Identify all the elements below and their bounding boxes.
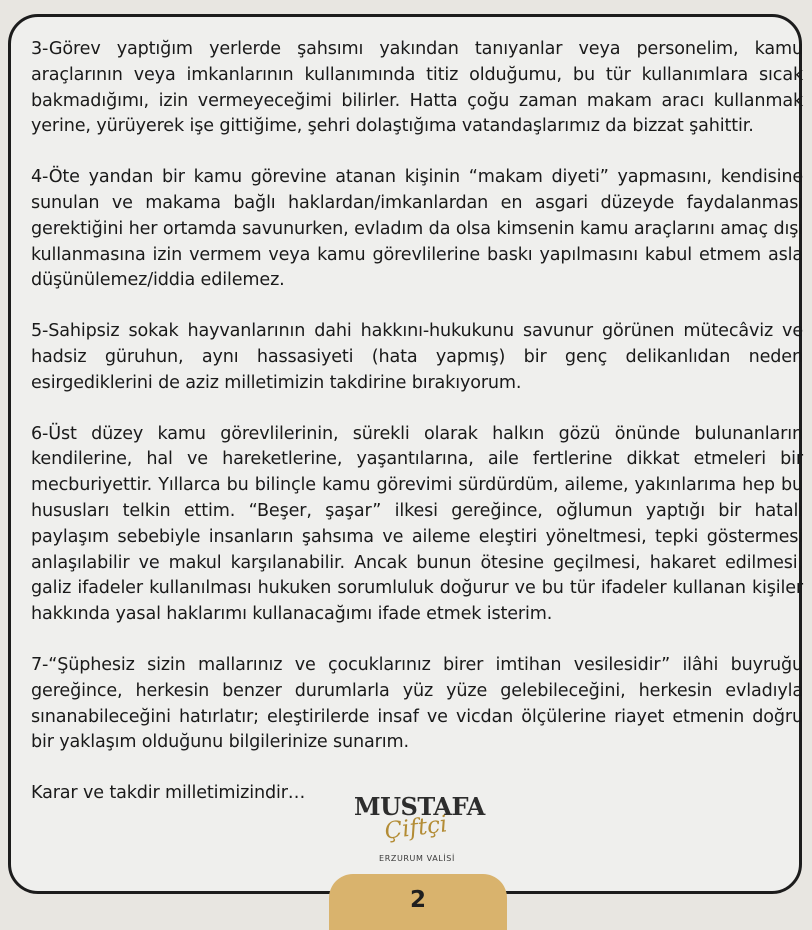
- signature-name: MUSTAFA: [354, 792, 485, 821]
- signature-title: ERZURUM VALİSİ: [379, 854, 455, 863]
- paragraph-4: 4-Öte yandan bir kamu görevine atanan kişinin “makam diyeti” yapmasını, kendisine sunulan ve makama bağlı haklardan/imkanlardan en asgari düzeyde faydalanması gerektiğini her ortamda savunurken, evladım da olsa kimsenin kamu araçlarını amaç dışı kullanmasına izin vermem veya kamu görevlilerine baskı yapılmasını kabul etmem asla düşünülemez/iddia edilemez.: [31, 167, 803, 291]
- page-number-tab: [329, 874, 507, 930]
- statement-card: [8, 14, 803, 913]
- paragraph-3: 3-Görev yaptığım yerlerde şahsımı yakından tanıyanlar veya personelim, kamu araçlarının veya imkanlarının kullanımında titiz olduğumu, bu tür kullanımlara sıcak bakmadığımı, izin vermeyeceğimi bilirler. Hatta çoğu zaman makam aracı kullanmak yerine, yürüyerek işe gittiğime, şehri dolaştığıma vatandaşlarımız da bizzat şahittir.: [31, 39, 803, 137]
- paragraph-6: 6-Üst düzey kamu görevlilerinin, sürekli olarak halkın gözü önünde bulunanların kendilerine, hal ve hareketlerine, yaşantılarına, aile fertlerine dikkat etmeleri bir mecburiyettir. Yıllarca bu bilinçle kamu görevimi sürdürdüm, aileme, yakınlarıma hep bu hususları telkin ettim. “Beşer, şaşar” ilkesi gereğince, oğlumun yaptığı bir hatalı paylaşım sebebiyle insanların şahsıma ve aileme eleştiri yöneltmesi, tepki göstermesi anlaşılabilir ve makul karşılanabilir. Ancak bunun ötesine geçilmesi, hakaret edilmesi, galiz ifadeler kullanılması hukuken sorumluluk doğurur ve bu tür ifadeler kullanan kişiler hakkında yasal haklarımı kullanacağımı ifade etmek isterim.: [31, 423, 803, 625]
- page-number: 2: [409, 887, 426, 913]
- statement-text: [31, 37, 803, 807]
- closing-line: Karar ve takdir milletimizindir…: [31, 783, 306, 804]
- paragraph-5: 5-Sahipsiz sokak hayvanlarının dahi hakkını-hukukunu savunur görünen mütecâviz ve hadsiz güruhun, aynı hassasiyeti (hata yapmış) bir genç delikanlıdan neden esirgediklerini de aziz milletimizin takdirine bırakıyorum.: [31, 321, 803, 393]
- signature-logo: [351, 792, 483, 878]
- paragraph-7: 7-“Şüphesiz sizin mallarınız ve çocuklarınız birer imtihan vesilesidir” ilâhi buyruğu gereğince, herkesin benzer durumlarla yüz yüze gelebileceğini, herkesin evladıyla sınanabileceğini hatırlatır; eleştirilerde insaf ve vicdan ölçülerine riayet etmenin doğru bir yaklaşım olduğunu bilgilerinize sunarım.: [31, 654, 803, 753]
- signature-script: Çiftçi: [383, 811, 449, 845]
